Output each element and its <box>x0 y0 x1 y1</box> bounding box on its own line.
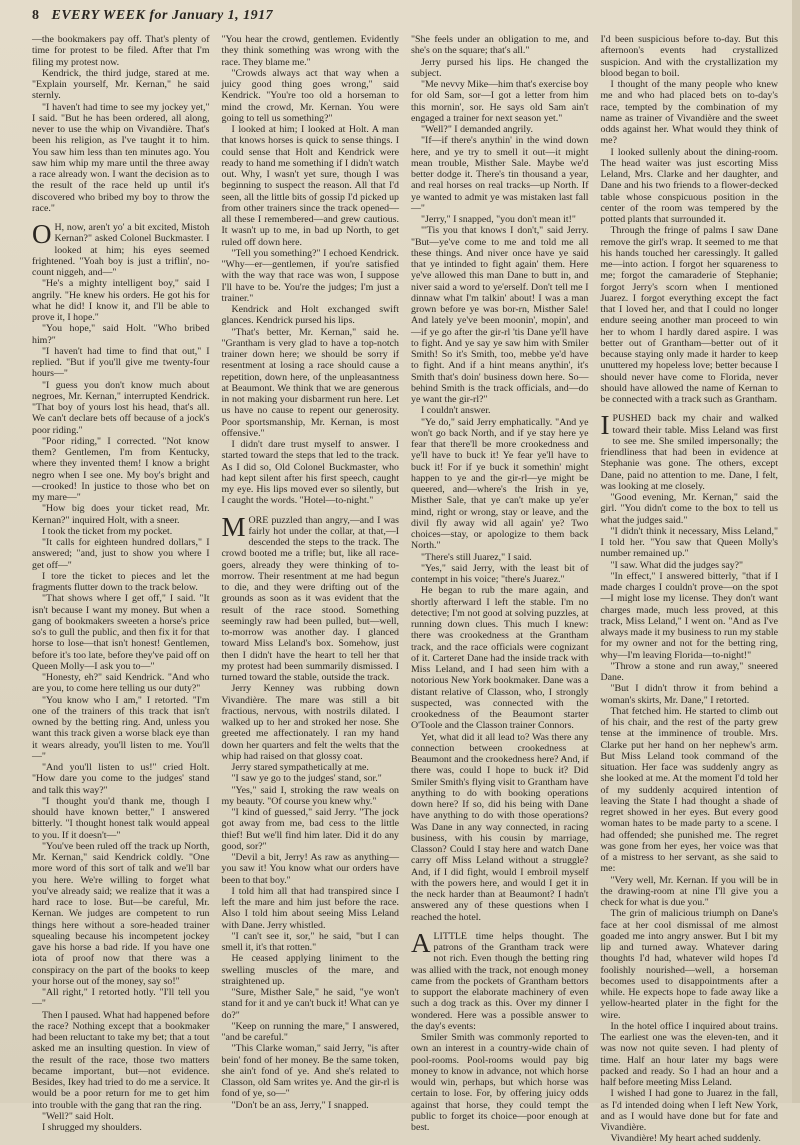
paragraph: I thought of the many people who knew me and who had placed bets on to-day's race, tempted by the combination of my name as trainer of Vivandière and the sweet odds against her. What would they think of me? <box>600 79 778 147</box>
paragraph: "I guess you don't know much about negroes, Mr. Kernan," interrupted Kendrick. "That boy of yours lost his head, that's all. We can't declare bets off because of a jock's poor riding." <box>32 379 210 436</box>
paragraph: He began to rub the mare again, and shortly afterward I left the stable. I'm no detective; I'm not good at solving puzzles, at running down clues. This much I knew: there was crookedness at the Grantham track, and the race officials were cognizant of it. Carteret Dane had the inside track with Miss Leland, and I had seen him with a notorious New York bookmaker. Dane was a distant relative of Classon, who, I strongly suspected, was connected with the crookedness of the Beaumont starter O'Toole and the Classon trainer Connors. <box>411 585 589 732</box>
paragraph: "Keep on running the mare," I answered, "and be careful." <box>221 1020 399 1043</box>
paragraph: Through the fringe of palms I saw Dane remove the girl's wrap. It seemed to me that his hands touched her caressingly. It galled me—into action. I forgot her squareness to me; forgot the camaraderie of Stephanie; forgot Jerry's scorn when I mentioned Juarez. I forgot everything except the fact that I loved her, and that I could no longer endure seeing another man proceed to win her to whom I hardly dared aspire. I was better out of Grantham—better out of it because staying only made it harder to keep unuttered my hopeless love; better because I should never have come to Florida, never should have allowed the name of Kernan to be connected with a track such as Grantham. <box>600 225 778 405</box>
paragraph: "If—if there's anythin' in the wind down here, and ye try to smell it out—it might mean trouble, Misther Sale. Maybe we'd better dodge it. There's tin thousand a year, and real horses on real tracks—up North. If ye wanted to admit ye was mistaken last fall—" <box>411 135 589 214</box>
paragraph: "He's a mighty intelligent boy," said I angrily. "He knew his orders. He got his for what he did! I know it, and I'll be able to prove it, I hope." <box>32 278 210 323</box>
paragraph: "All right," I retorted hotly. "I'll tell you—" <box>32 987 210 1010</box>
paragraph: "I thought you'd thank me, though I should have known better," I answered bitterly. "I thought honest talk would appeal to you. If it doesn't—" <box>32 795 210 841</box>
paragraph: "I didn't think it necessary, Miss Leland," I told her. "You saw that Queen Molly's number remained up." <box>600 525 778 560</box>
paragraph: In the hotel office I inquired about trains. The earliest one was the eleven-ten, and it was now not quite seven. I had plenty of time. Half an hour later my bags were packed and ready. So I had an hour and a half before meeting Miss Leland. <box>600 1020 778 1088</box>
paragraph: Kendrick and Holt exchanged swift glances. Kendrick pursed his lips. <box>221 304 399 327</box>
paragraph: "Ye do," said Jerry emphatically. "And ye won't go back North, and if ye stay here ye fear that there'll be more crookedness and ye'll have to buck it! Ye fear ye'll have to buck it! For if ye buck it somethin' might happen to ye and the gir-rl—ye might be queered, and—where's the Irish in ye, Misther Sale, that ye can't make up ye'er mind, right or wrong, stay or leave, and the divil fly away wid all again' ye? Two choices—stay, or apologize to them back North." <box>411 416 589 552</box>
paragraph: "In effect," I answered bitterly, "that if I made charges I couldn't prove—on the spot—I might lose my license. They don't want charges made, much less proved, at this track, Miss Leland," I went on. "And as I've always made it my business to run my stable for my owner and not for the betting ring, why—I'm leaving Florida—to-night!" <box>600 570 778 661</box>
paragraph: "You've been ruled off the track up North, Mr. Kernan," said Kendrick coldly. "One more word of this sort of talk and we'll bar you here. We're willing to forget what you've already said; we realize that it was a hard race to lose. But—be careful, Mr. Kernan. We judges are competent to run things here without a sore-headed trainer squealing because his incompetent jockey gave his horse a bad ride. If you have one iota of proof now that there was a conspiracy on the part of the books to keep your horse out of the money, say so!" <box>32 840 210 987</box>
paragraph: "But I didn't throw it from behind a woman's skirts, Mr. Dane," I retorted. <box>600 683 778 706</box>
paragraph: I told him all that had transpired since I left the mare and him just before the race. Also I told him about seeing Miss Leland with Dane. Jerry whistled. <box>221 885 399 931</box>
paragraph: "I haven't had time to see my jockey yet," I said. "But he has been ordered, all along, never to use the whip on Vivandière. That's been his religion, as I've taught it to him. You saw him less than ten minutes ago. You saw him whip my mare until the three away a race already won. I want the decision as to the result of the race held up until it's discovered who bribed my boy to throw the race." <box>32 101 210 214</box>
paragraph: The grin of malicious triumph on Dane's face at her cool dismissal of me almost goaded me into angry answer. But I bit my lip and turned away. Whatever daring thoughts I'd had, whatever wild hopes I'd foolishly nourished—well, a horseman becomes used to disappointments after a while. He expects hope to fade away like a yellow-hearted plater in the fight for the wire. <box>600 908 778 1021</box>
paragraph: IPUSHED back my chair and walked toward their table. Miss Leland was first to see me. She smiled impersonally; the friendliness that had been in evidence at Stephanie was gone. The others, except Dane, paid no attention to me. Dane, I felt, was looking at me closely. <box>600 410 778 492</box>
paragraph: Vivandière! My heart ached suddenly. <box>610 1133 761 1145</box>
paragraph: Jerry pursed his lips. He changed the subject. <box>411 56 589 79</box>
paragraph: MORE puzzled than angry,—and I was fairly hot under the collar, at that,—I descended the steps to the track. The crowd booted me a trifle; but, like all race-goers, already they were thinking of to-morrow. Their resentment at me had begun to die, and they were drifting out of the grounds as soon as it was evident that the result of the race stood. Something seemingly raw had been pulled, but—well, to-morrow was another day. I glanced toward Miss Leland's box. Somehow, just then I didn't have the heart to tell her that my protest had been summarily dismissed. I turned toward the stable, outside the track. <box>221 511 399 683</box>
paragraph: "Honesty, eh?" said Kendrick. "And who are you, to come here telling us our duty?" <box>32 672 210 695</box>
paragraph: "There's still Juarez," I said. <box>421 551 532 563</box>
paragraph: "Sure, Misther Sale," he said, "ye won't stand for it and ye can't buck it! What can ye do?" <box>221 987 399 1021</box>
paragraph: "'Tis you that knows I don't," said Jerry. "But—ye've come to me and told me all these things. And niver once have ye said that ye intinded to fight again' them. Here ye've allowed this man Dane to butt in, and niver said a word to ye'erself. Don't tell me I dinnaw what I'm talkin' about! I was a man grown before ye was bor-rn, Misther Sale! And lately ye've been moonin', mopin', and—if ye go after the gir-rl 'tis Dane ye'll have to fight. And ye say ye saw him with Smiler Smith! So it's Smith, too, mebbe ye'd have to fight. And if a hint means anythin', it's Smith that's doin' business down here. So—behind Smith is the track officials, and—do ye want the gir-rl?" <box>411 225 589 405</box>
column-2 <box>221 34 400 1111</box>
paragraph: "Don't be an ass, Jerry," I snapped. <box>231 1099 369 1111</box>
paragraph: "Very well, Mr. Kernan. If you will be in the drawing-room at nine I'll give you a check for what is due you." <box>600 874 778 908</box>
paragraph: "Well?" I demanded angrily. <box>421 124 533 135</box>
paragraph: "Crowds always act that way when a juicy good thing goes wrong," said Kendrick. "You're too old a horseman to mind the crowd, Mr. Kernan. You were going to tell us something?" <box>221 67 399 124</box>
paragraph: I looked at him; I looked at Holt. A man that knows horses is quick to sense things. I could sense that Holt and Kendrick were ready to hand me something if I didn't watch out. Why, I wasn't yet sure, though I was beginning to suspect the reason. All that I'd seen, all the little bits of gossip I'd picked up from other trainers since the track opened—all these I remembered—and grew cautious. It wasn't up to me, in bad up North, to get ruled off down here. <box>221 124 399 248</box>
paragraph: I couldn't answer. <box>421 405 491 417</box>
paragraph: "I saw ye go to the judges' stand, sor." <box>231 773 382 785</box>
paragraph: I tore the ticket to pieces and let the fragments flutter down to the track below. <box>32 570 210 593</box>
paragraph: "Well?" said Holt. <box>42 1110 114 1122</box>
paragraph: "I haven't had time to find that out," I replied. "But if you'll give me twenty-four hours—" <box>32 345 210 380</box>
paragraph: "That shows where I get off," I said. "It isn't because I want my money. But when a gang of bookmakers sweeten a horse's price so's to gull the public, and then fix it for that horse to lose—that isn't honest! Gentlemen, before it's too late, before they've paid off on Queen Molly—I ask you to—" <box>32 593 210 672</box>
paragraph: Kendrick, the third judge, stared at me. "Explain yourself, Mr. Kernan," he said sternly. <box>32 67 210 102</box>
paragraph: I wished I had gone to Juarez in the fall, as I'd intended doing when I left New York, and as I would have done but for fate and Vivandière. <box>600 1088 778 1133</box>
paragraph: "And you'll listen to us!" cried Holt. "How dare you come to the judges' stand and talk this way?" <box>32 762 210 796</box>
column-3 <box>411 34 589 1133</box>
paragraph: "You know who I am," I retorted. "I'm one of the trainers of this track that isn't owned by the betting ring. And, unless you want this track given a worse black eye than it wears already, you'll listen to me. You'll—" <box>32 694 210 762</box>
paragraph: I looked sullenly about the dining-room. The head waiter was just escorting Miss Leland, Mrs. Clarke and her daughter, and Dane and his two friends to a flower-decked table whose conspicuous position in the center of the room was tempered by the potted plants that surrounded it. <box>600 146 778 225</box>
paragraph: "Me nevvy Mike—him that's exercise boy for old Sam, sor—I got a letter from him this mornin', sor. He says old Sam ain't engaged a trainer for next season yet." <box>411 79 589 124</box>
column-1 <box>32 34 210 1133</box>
page-edge <box>792 0 800 1103</box>
running-title: EVERY WEEK for January 1, 1917 <box>51 8 274 23</box>
page-number: 8 <box>32 8 40 23</box>
paragraph: "Yes," said I, stroking the raw weals on my beauty. "Of course you knew why." <box>221 784 399 807</box>
paragraph: OH, now, aren't yo' a bit excited, Mistoh Kernan?" asked Colonel Buckmaster. I looked at him; his eyes seemed frightened. "Yoah boy is just a triflin', no-count niggeh, and—" <box>32 219 210 278</box>
paragraph: He ceased applying liniment to the swelling muscles of the mare, and straightened up. <box>221 953 399 987</box>
paragraph: "Devil a bit, Jerry! As raw as anything—you saw it! You know what our orders have been to that boy." <box>221 852 399 886</box>
paragraph: "She feels under an obligation to me, and she's on the square; that's all." <box>411 34 589 57</box>
paragraph: Smiler Smith was commonly reported to own an interest in a country-wide chain of pool-rooms. Pool-rooms would pay big money to know in advance, not which horse would win, perhaps, but which horse was certain to lose. For, by offering juicy odds against that horse, they could tempt the public to forget its choice—poor enough at best. <box>411 1032 589 1133</box>
paragraph: "Tell you something?" I echoed Kendrick. "Why—er—gentlemen, if you're satisfied with the way that race was won, I suppose I'll have to be. You're the judges; I'm just a trainer." <box>221 247 399 304</box>
paragraph: Yet, what did it all lead to? Was there any connection between crookedness at Beaumont and the crookedness here? And, if there was, could I hope to buck it? Did Smiler Smith's flying visit to Grantham have anything to do with booking operations down here? If so, did his being with Dane have anything to do with those operations? Was Dane in any way connected, in racing business, with his cousin by marriage, Classon? Could I stay here and watch Dane carry off Miss Leland without a struggle? And, if I did fight, would I embroil myself with the powers here, and would I get it in the neck harder than at Beaumont? I hadn't answered any of these questions when I reached the hotel. <box>411 731 589 923</box>
paragraph: Jerry stared sympathetically at me. <box>231 762 369 773</box>
paragraph: "I can't see it, sor," he said, "but I can smell it, it's that rotten." <box>221 930 399 953</box>
paragraph: ALITTLE time helps thought. The patrons of the Grantham track were not rich. Even though the betting ring was allied with the track, not enough money came from the pockets of Grantham bettors to support the elaborate machinery of even such a dog track as this. Over my dinner I wondered. Here was a possible answer to the day's events: <box>411 927 589 1032</box>
paragraph: "You hope," said Holt. "Who bribed him?" <box>32 323 210 346</box>
paragraph: "Good evening, Mr. Kernan," said the girl. "You didn't come to the box to tell us what the judges said." <box>600 492 778 526</box>
paragraph: "Yes," said Jerry, with the least bit of contempt in his voice; "there's Juarez." <box>411 562 589 585</box>
paragraph: —the bookmakers pay off. That's plenty of time for protest to be filed. After that I'm filing my protest now. <box>32 34 210 68</box>
paragraph: "I saw. What did the judges say?" <box>610 559 744 571</box>
page-header <box>32 8 772 28</box>
paragraph: "Poor riding," I corrected. "Not know them? Gentlemen, I'm from Kentucky, where they invented them! I know a bright negro when I see one. My boy's bright and—crooked! In justice to those who bet on my mare—" <box>32 435 210 503</box>
paragraph: That fetched him. He started to climb out of his chair, and the rest of the party grew tense at the imminence of trouble. Mrs. Clarke put her hand on her nephew's arm. But Miss Leland took command of the situation. Her face was suddenly angry as she looked at me. At the moment I'd told her of my suddenly acquired intention of leaving the State I had thought a shade of regret showed in her eyes. But every good woman hates to be made party to a scene. I had offended; she punished me. The regret was gone from her eyes, her voice was that of a mistress to her servant, as she said to me: <box>600 705 778 875</box>
paragraph: "It calls for eighteen hundred dollars," I answered; "and, just to show you where I get off—" <box>32 537 210 571</box>
paragraph: "How big does your ticket read, Mr. Kernan?" inquired Holt, with a sneer. <box>32 503 210 526</box>
paragraph: "Throw a stone and run away," sneered Dane. <box>600 660 778 683</box>
paragraph: I took the ticket from my pocket. <box>42 525 173 537</box>
column-4 <box>600 34 779 1145</box>
paragraph: "This Clarke woman," said Jerry, "is after bein' fond of her money. Be the same token, she ain't fond of ye. And she's related to Classon, old Sam writes ye. And the gir-rl is fond of ye, so—" <box>221 1043 399 1100</box>
paragraph: "Jerry," I snapped, "you don't mean it!" <box>421 214 576 225</box>
paragraph: I shrugged my shoulders. <box>42 1122 142 1133</box>
paragraph: "I kind of guessed," said Jerry. "The jock got away from me, bad cess to the little thief! But we'll find him later. Did it do any good, sor?" <box>221 807 399 852</box>
paragraph: I'd been suspicious before to-day. But this afternoon's events had crystallized suspicion. And with the crystallization my blood began to boil. <box>600 34 778 79</box>
article-columns <box>32 34 778 1145</box>
paragraph: Jerry Kenney was rubbing down Vivandière. The mare was still a bit fractious, nervous, with nostrils dilated. I walked up to her and stroked her nose. She greeted me affectionately. I ran my hand down her quarters and felt the welts that the whip had raised on that glossy coat. <box>221 683 399 762</box>
paragraph: I didn't dare trust myself to answer. I started toward the steps that led to the track. As I did so, Old Colonel Buckmaster, who had kept silent after his first speech, caught my eye. His lips moved ever so silently, but I caught the words. "Hotel—to-night." <box>221 439 399 507</box>
paragraph: "That's better, Mr. Kernan," said he. "Grantham is very glad to have a top-notch trainer down here; we should be sorry if resentment at losing a race should cause a repetition, down here, of the unpleasantness at Beaumont. We think that we are generous in not making your disbarment run here. Let us have no cause to repent our generosity. Poor sportsmanship, Mr. Kernan, is most offensive." <box>221 326 399 439</box>
paragraph: "You hear the crowd, gentlemen. Evidently they think something was wrong with the race. They blame me." <box>221 34 399 68</box>
paragraph: Then I paused. What had happened before the race? Nothing except that a bookmaker had been reluctant to take my bet; that a tout asked me an insulting question. In view of the result of the race, those two matters became important, but—not evidence. Besides, Ikey had tried to do me a service. It would be a poor return for me to get him into trouble with the gang that ran the ring. <box>32 1009 210 1111</box>
